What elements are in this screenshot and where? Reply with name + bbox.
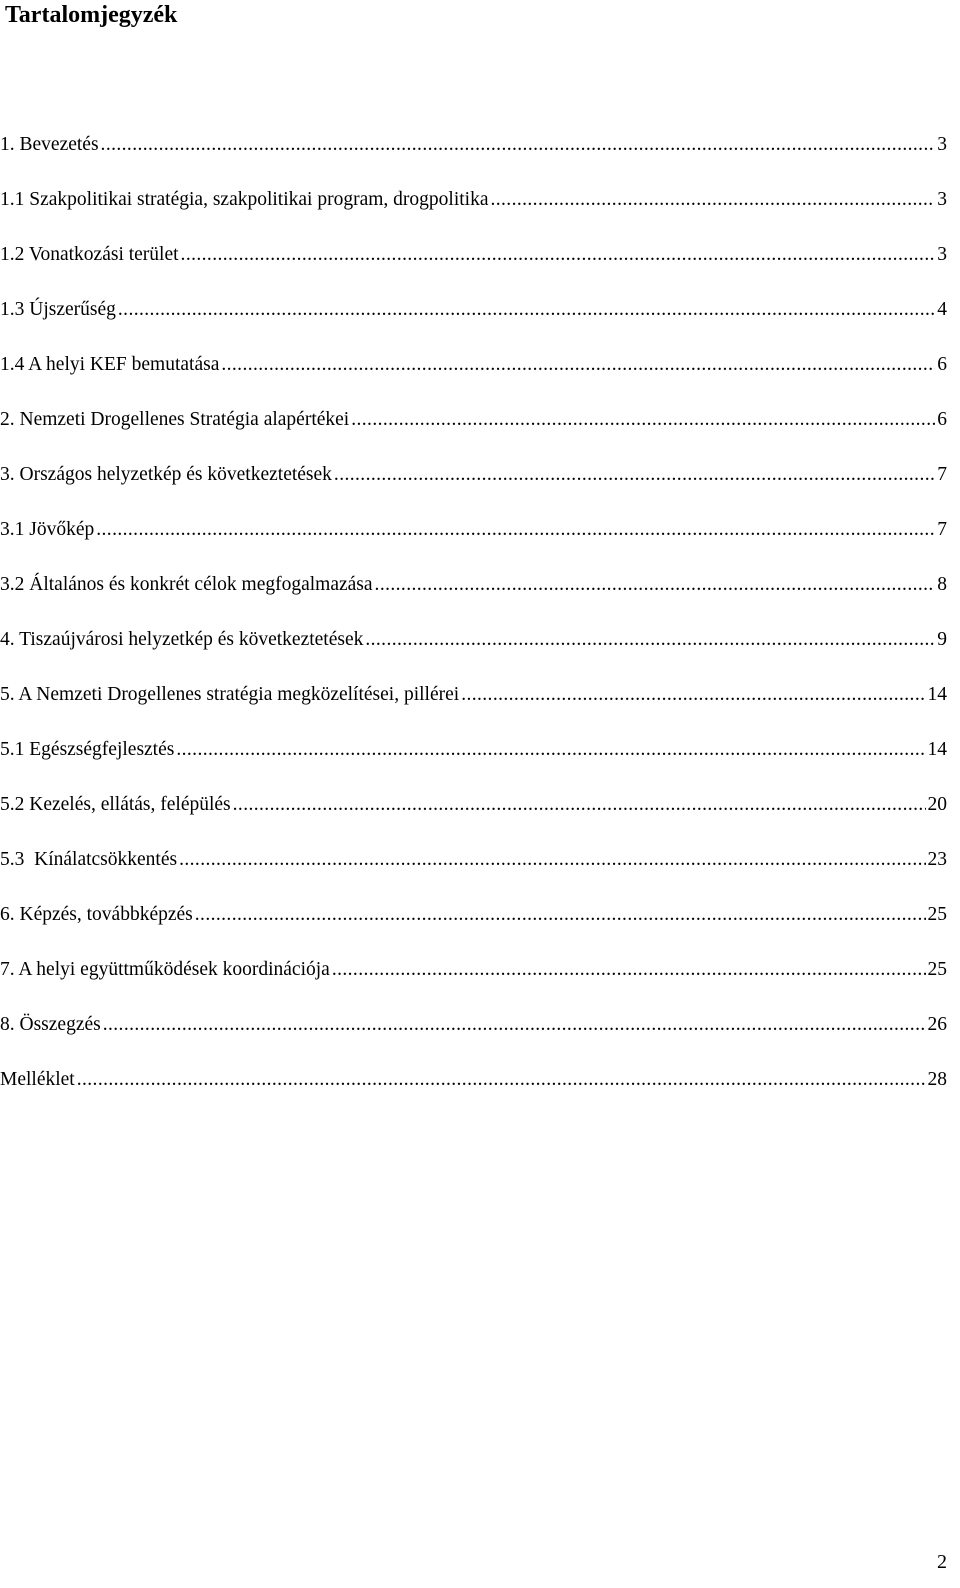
- dot-leader: [375, 572, 936, 598]
- toc-entry-page: 7: [937, 519, 947, 540]
- toc-entry-page: 3: [937, 244, 947, 265]
- toc-entry-jovokep[interactable]: [0, 517, 947, 543]
- toc-entry-page: 6: [937, 354, 947, 375]
- toc-entry-page: 3: [937, 189, 947, 210]
- toc-title: Tartalomjegyzék: [5, 2, 178, 28]
- toc-entry-label: 6. Képzés, továbbképzés: [0, 904, 193, 925]
- toc-entry-szakpolitikai-strategia[interactable]: [0, 187, 947, 213]
- toc-entry-label: 4. Tiszaújvárosi helyzetkép és következtetések: [0, 629, 364, 650]
- toc-entry-page: 14: [927, 684, 947, 705]
- toc-entry-tiszaujvarosi-helyzetkep[interactable]: [0, 627, 947, 653]
- dot-leader: [176, 737, 925, 763]
- toc-entry-label: 5.1 Egészségfejlesztés: [0, 739, 175, 760]
- dot-leader: [118, 297, 935, 323]
- dot-leader: [351, 407, 935, 433]
- toc-entry-page: 20: [927, 794, 947, 815]
- dot-leader: [233, 792, 926, 818]
- toc-entry-bevezetes[interactable]: [0, 132, 947, 158]
- toc-entry-label: 3. Országos helyzetkép és következtetések: [0, 464, 332, 485]
- toc-entry-page: 25: [927, 904, 947, 925]
- toc-entry-label: 5.2 Kezelés, ellátás, felépülés: [0, 794, 231, 815]
- toc-entry-label: 1.2 Vonatkozási terület: [0, 244, 179, 265]
- toc-entry-page: 7: [937, 464, 947, 485]
- toc-entry-page: 28: [927, 1069, 947, 1090]
- dot-leader: [181, 242, 936, 268]
- dot-leader: [221, 352, 935, 378]
- toc-entry-orszagos-helyzetkep[interactable]: [0, 462, 947, 488]
- toc-entry-kinalatcsokkentes[interactable]: [0, 847, 947, 873]
- dot-leader: [461, 682, 925, 708]
- toc-entry-page: 3: [937, 134, 947, 155]
- toc-entry-ujszeruseg[interactable]: [0, 297, 947, 323]
- toc-entry-page: 9: [937, 629, 947, 650]
- toc-entry-page: 4: [937, 299, 947, 320]
- toc-entry-vonatkozasi-terulet[interactable]: [0, 242, 947, 268]
- toc-entry-nemzeti-drogellenes-strategia[interactable]: [0, 407, 947, 433]
- toc-entry-label: 3.2 Általános és konkrét célok megfogalmazása: [0, 574, 373, 595]
- toc-entry-label: 7. A helyi együttműködések koordinációja: [0, 959, 330, 980]
- toc-entry-helyi-kef[interactable]: [0, 352, 947, 378]
- toc-entry-kepzes[interactable]: [0, 902, 947, 928]
- dot-leader: [179, 847, 925, 873]
- toc-entry-label: 8. Összegzés: [0, 1014, 101, 1035]
- toc-entry-page: 25: [927, 959, 947, 980]
- page-number: 2: [937, 1551, 947, 1573]
- toc-entry-melleklet[interactable]: [0, 1067, 947, 1093]
- toc-entry-page: 26: [927, 1014, 947, 1035]
- toc-entry-page: 6: [937, 409, 947, 430]
- dot-leader: [365, 627, 935, 653]
- dot-leader: [332, 957, 926, 983]
- toc-entry-label: 1. Bevezetés: [0, 134, 99, 155]
- dot-leader: [103, 1012, 926, 1038]
- toc-entry-label: 1.3 Újszerűség: [0, 299, 116, 320]
- dot-leader: [101, 132, 936, 158]
- toc-entry-kezeles-ellatas[interactable]: [0, 792, 947, 818]
- toc-entry-page: 23: [927, 849, 947, 870]
- toc-entry-label: 2. Nemzeti Drogellenes Stratégia alapértékei: [0, 409, 350, 430]
- toc-entry-egyuttmukodesek[interactable]: [0, 957, 947, 983]
- toc-entry-label: Melléklet: [0, 1069, 75, 1090]
- toc-entry-osszegzes[interactable]: [0, 1012, 947, 1038]
- toc-entry-label: 5. A Nemzeti Drogellenes stratégia megközelítései, pillérei: [0, 684, 460, 705]
- toc-entry-label: 1.1 Szakpolitikai stratégia, szakpolitikai program, drogpolitika: [0, 189, 489, 210]
- dot-leader: [490, 187, 935, 213]
- dot-leader: [334, 462, 935, 488]
- toc-entry-label: 5.3 Kínálatcsökkentés: [0, 849, 178, 870]
- toc-entry-page: 8: [937, 574, 947, 595]
- dot-leader: [195, 902, 926, 928]
- dot-leader: [77, 1067, 926, 1093]
- dot-leader: [96, 517, 935, 543]
- toc-entry-altalanos-celok[interactable]: [0, 572, 947, 598]
- toc-entry-page: 14: [927, 739, 947, 760]
- toc-entry-megkozelitesek-pillerek[interactable]: [0, 682, 947, 708]
- toc-entry-label: 3.1 Jövőkép: [0, 519, 95, 540]
- toc-entry-egeszsegfejlesztes[interactable]: [0, 737, 947, 763]
- toc-entry-label: 1.4 A helyi KEF bemutatása: [0, 354, 220, 375]
